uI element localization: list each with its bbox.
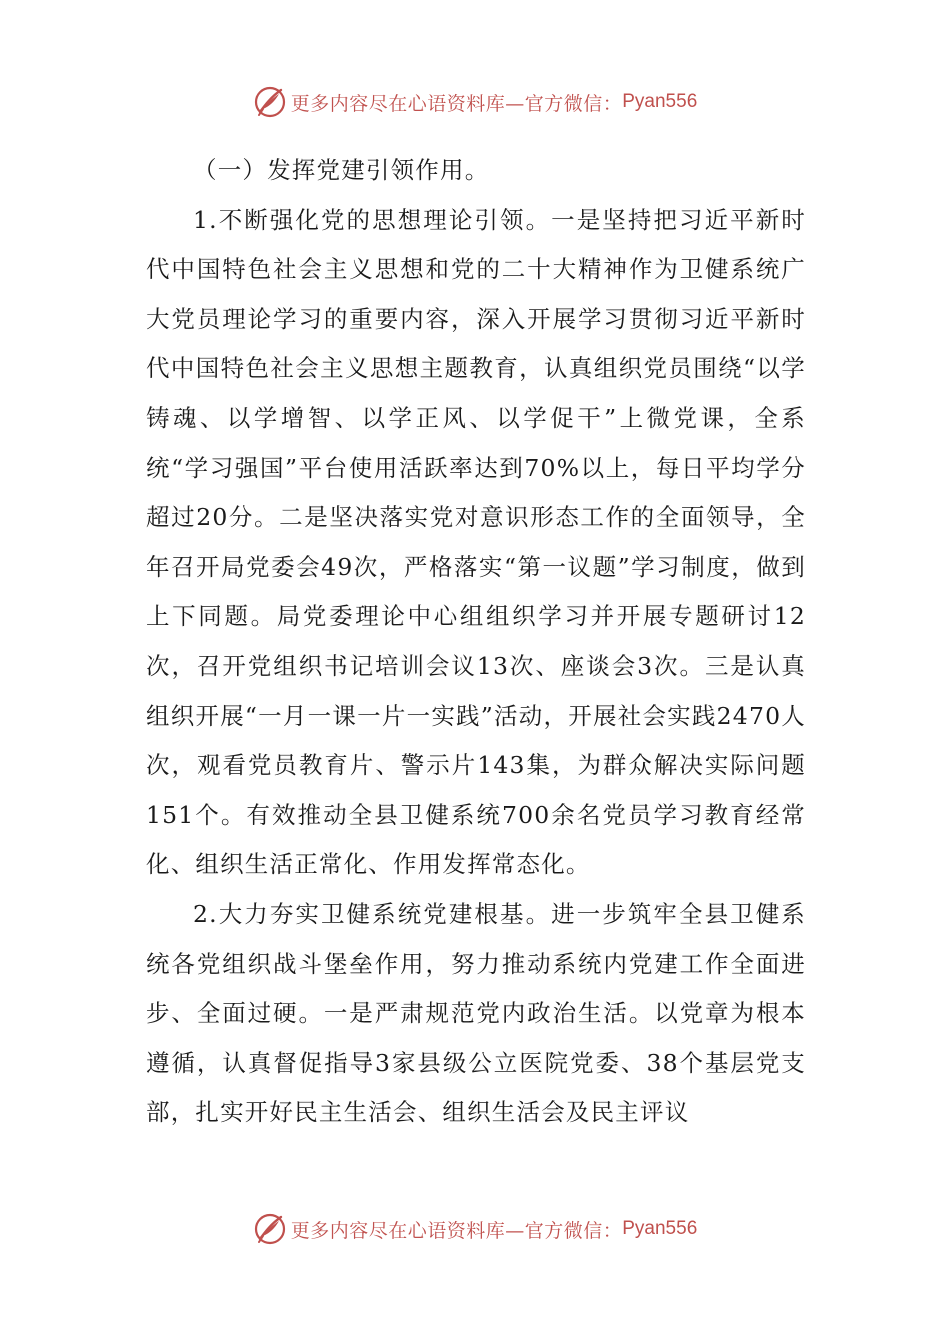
paragraph-2: 2.大力夯实卫健系统党建根基。进一步筑牢全县卫健系统各党组织战斗堡垒作用，努力推动系统内党建工作全面进步、全面过硬。一是严肃规范党内政治生活。以党章为根本遵循，认真督促指导3家县级公立医院党委、38个基层党支部，扎实开好民主生活会、组织生活会及民主评议 xyxy=(146,899,806,1127)
watermark-banner-top xyxy=(0,82,950,122)
watermark-brand-text: 更多内容尽在心语资料库—官方微信： xyxy=(290,1219,623,1242)
section-heading: （一）发挥党建引领作用。 xyxy=(193,156,490,184)
watermark-brand-text: 更多内容尽在心语资料库—官方微信： xyxy=(290,92,623,115)
watermark-wechat-id: Pyan556 xyxy=(622,1218,698,1239)
document-body xyxy=(146,146,806,1138)
watermark-banner-bottom xyxy=(0,1209,950,1249)
watermark-wechat-id: Pyan556 xyxy=(622,91,698,112)
paragraph-1: 1.不断强化党的思想理论引领。一是坚持把习近平新时代中国特色社会主义思想和党的二十大精神作为卫健系统广大党员理论学习的重要内容，深入开展学习贯彻习近平新时代中国特色社会主义思想主题教育，认真组织党员围绕“以学铸魂、以学增智、以学正风、以学促干”上微党课，全系统“学习强国”平台使用活跃率达到70%以上，每日平均学分超过20分。二是坚决落实党对意识形态工作的全面领导，全年召开局党委会49次，严格落实“第一议题”学习制度，做到上下同题。局党委理论中心组组织学习并开展专题研讨12次，召开党组织书记培训会议13次、座谈会3次。三是认真组织开展“一月一课一片一实践”活动，开展社会实践2470人次，观看党员教育片、警示片143集，为群众解决实际问题151个。有效推动全县卫健系统700余名党员学习教育经常化、组织生活正常化、作用发挥常态化。 xyxy=(146,205,806,879)
quill-logo-icon xyxy=(253,85,287,119)
quill-logo-icon xyxy=(253,1212,287,1246)
